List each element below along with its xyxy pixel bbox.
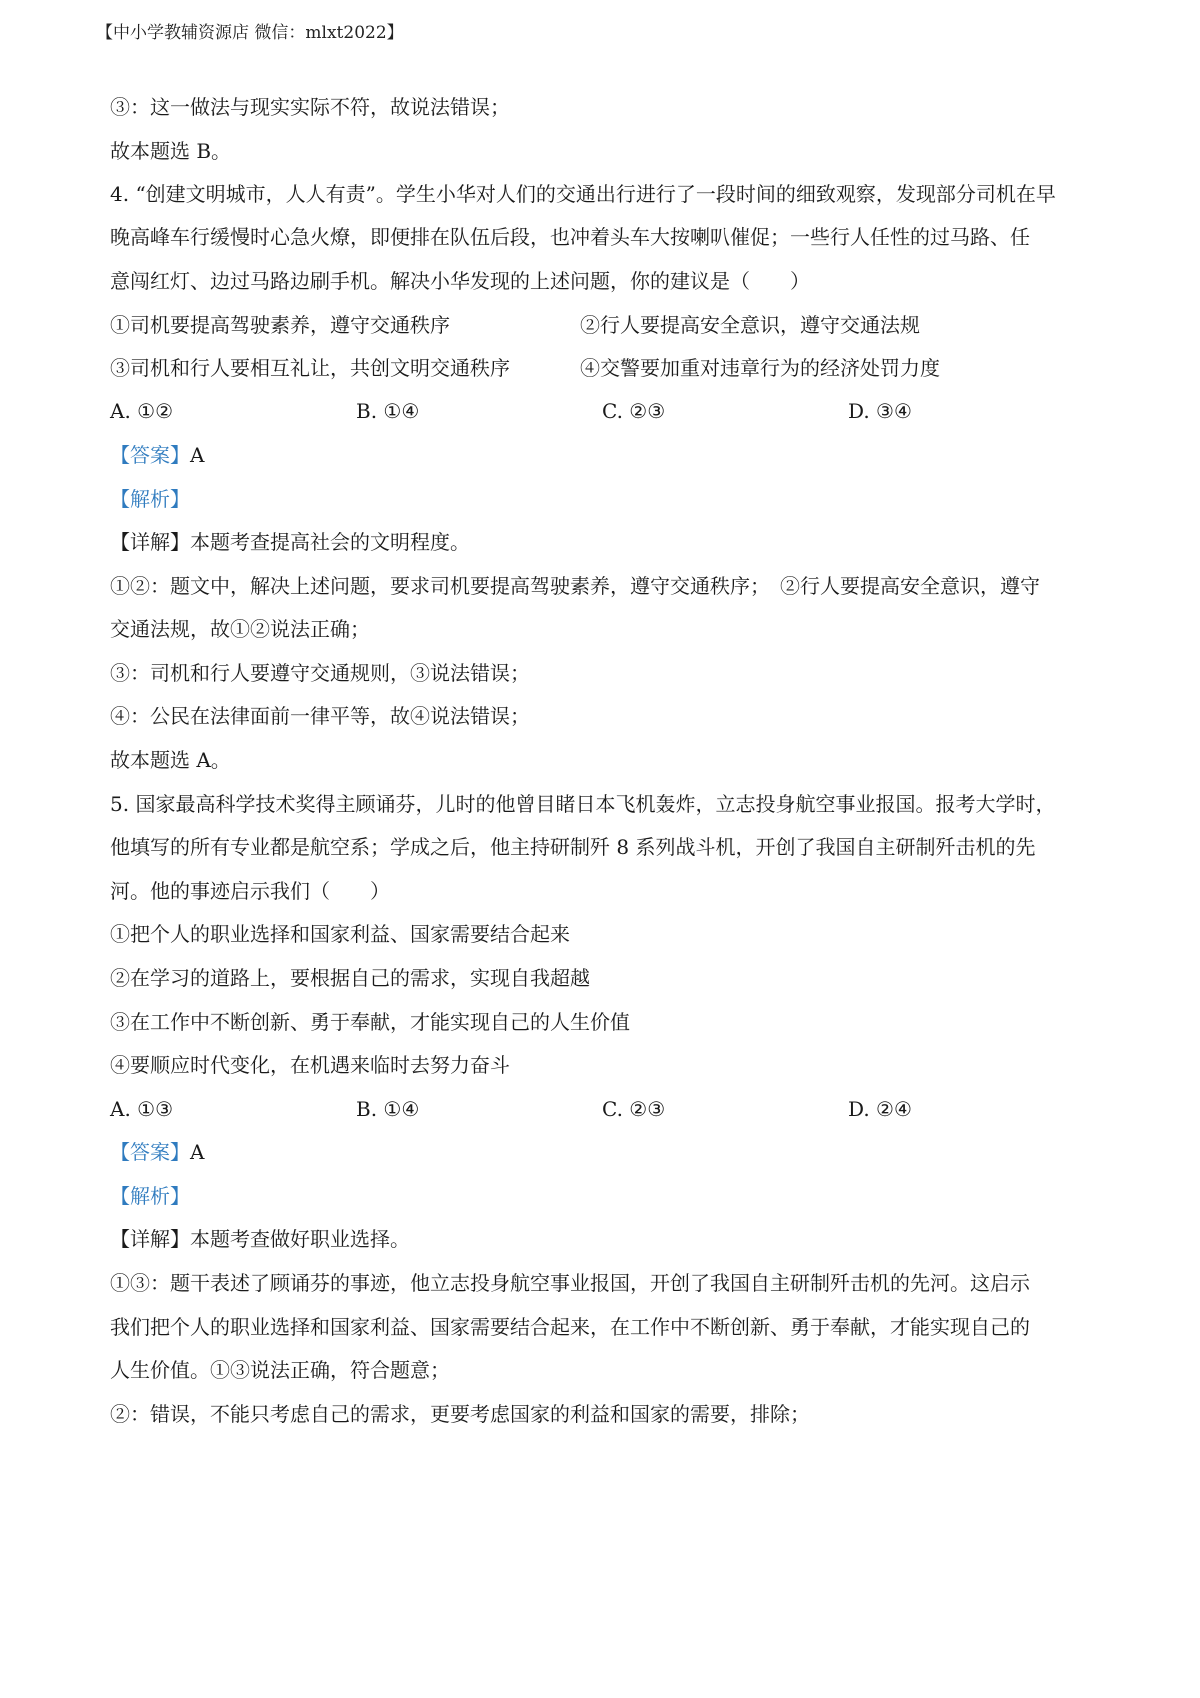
q4-option-a: A. ①② <box>110 399 174 423</box>
q4-option-d: D. ③④ <box>848 399 912 423</box>
q5-option-c: C. ②③ <box>602 1097 666 1121</box>
q5-statement-1: ①把个人的职业选择和国家利益、国家需要结合起来 <box>110 922 570 946</box>
q5-answer-tag: 【答案】 <box>110 1140 190 1164</box>
q5-stem-line-1: 5. 国家最高科学技术奖得主顾诵芬，儿时的他曾目睹日本飞机轰炸，立志投身航空事业报国。报考大学时， <box>110 792 1056 816</box>
q4-statements-row-1 <box>110 311 1100 339</box>
q5-statement-2: ②在学习的道路上，要根据自己的需求，实现自我超越 <box>110 966 590 990</box>
q5-answer <box>110 1138 204 1166</box>
q4-answer-tag: 【答案】 <box>110 443 190 467</box>
q4-option-c: C. ②③ <box>602 399 666 423</box>
q5-explain-line-3: 人生价值。①③说法正确，符合题意； <box>110 1358 450 1382</box>
q4-statements-row-2 <box>110 354 1100 382</box>
q4-answer <box>110 441 204 469</box>
q5-explain-line-1: ①③：题干表述了顾诵芬的事迹，他立志投身航空事业报国，开创了我国自主研制歼击机的先河。这启示 <box>110 1271 1030 1295</box>
q5-statement-3: ③在工作中不断创新、勇于奉献，才能实现自己的人生价值 <box>110 1010 630 1034</box>
prev-analysis-item-3: ③：这一做法与现实实际不符，故说法错误； <box>110 95 510 119</box>
prev-conclusion: 故本题选 B。 <box>110 139 232 163</box>
q4-stem-line-1: 4. “创建文明城市，人人有责”。学生小华对人们的交通出行进行了一段时间的细致观察，发现部分司机在早 <box>110 182 1056 206</box>
page-header: 【中小学教辅资源店 微信：mlxt2022】 <box>96 23 404 43</box>
q5-statement-4: ④要顺应时代变化，在机遇来临时去努力奋斗 <box>110 1053 510 1077</box>
q5-detail: 【详解】本题考查做好职业选择。 <box>110 1227 410 1251</box>
q5-option-a: A. ①③ <box>110 1097 174 1121</box>
q4-statement-3: ③司机和行人要相互礼让，共创文明交通秩序 <box>110 356 510 380</box>
q4-analysis-tag: 【解析】 <box>110 487 190 511</box>
q4-explain-line-4: ④：公民在法律面前一律平等，故④说法错误； <box>110 704 530 728</box>
q4-detail: 【详解】本题考查提高社会的文明程度。 <box>110 530 470 554</box>
q4-stem-line-2: 晚高峰车行缓慢时心急火燎，即便排在队伍后段，也冲着头车大按喇叭催促；一些行人任性的过马路、任 <box>110 225 1030 249</box>
q5-answer-value: A <box>190 1140 205 1164</box>
q5-option-b: B. ①④ <box>356 1097 420 1121</box>
q4-explain-line-1: ①②：题文中，解决上述问题，要求司机要提高驾驶素养，遵守交通秩序； ②行人要提高安全意识，遵守 <box>110 574 1040 598</box>
q4-explain-line-2: 交通法规，故①②说法正确； <box>110 617 370 641</box>
q5-stem-line-3: 河。他的事迹启示我们（ ） <box>110 879 390 903</box>
q4-explain-line-3: ③：司机和行人要遵守交通规则，③说法错误； <box>110 661 530 685</box>
q4-answer-value: A <box>190 443 205 467</box>
q5-explain-line-2: 我们把个人的职业选择和国家利益、国家需要结合起来，在工作中不断创新、勇于奉献，才能实现自己的 <box>110 1315 1030 1339</box>
q4-conclusion: 故本题选 A。 <box>110 748 231 772</box>
q4-option-b: B. ①④ <box>356 399 420 423</box>
q4-statement-2: ②行人要提高安全意识，遵守交通法规 <box>580 313 920 337</box>
q5-analysis-tag: 【解析】 <box>110 1184 190 1208</box>
q4-statement-1: ①司机要提高驾驶素养，遵守交通秩序 <box>110 313 450 337</box>
q5-explain-line-4: ②：错误，不能只考虑自己的需求，更要考虑国家的利益和国家的需要，排除； <box>110 1402 810 1426</box>
q4-stem-line-3: 意闯红灯、边过马路边刷手机。解决小华发现的上述问题，你的建议是（ ） <box>110 269 810 293</box>
q5-stem-line-2: 他填写的所有专业都是航空系；学成之后，他主持研制歼 8 系列战斗机，开创了我国自主研制歼击机的先 <box>110 835 1036 859</box>
q4-statement-4: ④交警要加重对违章行为的经济处罚力度 <box>580 356 940 380</box>
q5-option-d: D. ②④ <box>848 1097 912 1121</box>
